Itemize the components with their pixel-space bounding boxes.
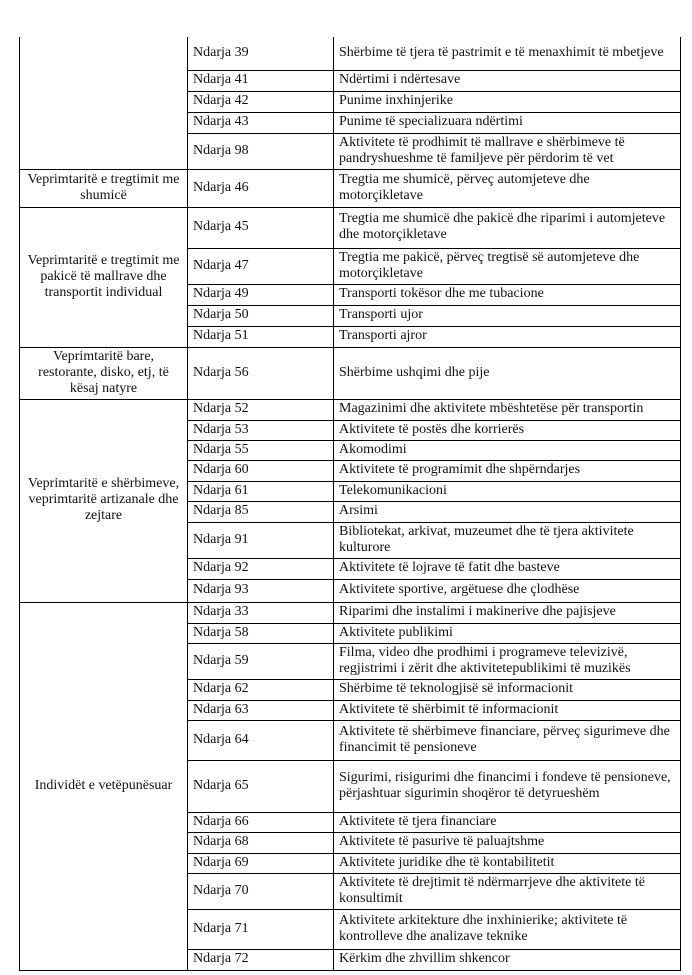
division-cell: Ndarja 92 bbox=[188, 558, 334, 579]
division-cell: Ndarja 41 bbox=[188, 70, 334, 91]
division-cell: Ndarja 39 bbox=[188, 37, 334, 70]
division-cell: Ndarja 52 bbox=[188, 399, 334, 420]
division-cell: Ndarja 85 bbox=[188, 501, 334, 522]
table-row bbox=[20, 37, 681, 70]
description-cell: Transporti ajror bbox=[334, 326, 681, 347]
division-cell: Ndarja 98 bbox=[188, 133, 334, 169]
division-cell: Ndarja 91 bbox=[188, 522, 334, 558]
description-cell: Aktivitete të pasurive të paluajtshme bbox=[334, 832, 681, 853]
description-cell: Riparimi dhe instalimi i makinerive dhe pajisjeve bbox=[334, 602, 681, 623]
division-cell: Ndarja 62 bbox=[188, 679, 334, 700]
division-cell: Ndarja 65 bbox=[188, 760, 334, 812]
table-body bbox=[20, 37, 681, 970]
description-cell: Filma, video dhe prodhimi i programeve televizivë, regjistrimi i zërit dhe aktivitetepublikimi të muzikës bbox=[334, 643, 681, 679]
division-cell: Ndarja 66 bbox=[188, 812, 334, 832]
description-cell: Tregtia me pakicë, përveç tregtisë së automjeteve dhe motorçikletave bbox=[334, 248, 681, 284]
description-cell: Aktivitete të prodhimit të mallrave e shërbimeve të pandryshueshme të familjeve për përdorim të vet bbox=[334, 133, 681, 169]
table-row bbox=[20, 602, 681, 623]
description-cell: Aktivitete të lojrave të fatit dhe basteve bbox=[334, 558, 681, 579]
description-cell: Aktivitete juridike dhe të kontabilitetit bbox=[334, 853, 681, 873]
category-cell bbox=[20, 37, 188, 169]
division-cell: Ndarja 47 bbox=[188, 248, 334, 284]
description-cell: Kërkim dhe zhvillim shkencor bbox=[334, 949, 681, 970]
description-cell: Akomodimi bbox=[334, 440, 681, 460]
division-cell: Ndarja 49 bbox=[188, 284, 334, 305]
description-cell: Transporti tokësor dhe me tubacione bbox=[334, 284, 681, 305]
description-cell: Arsimi bbox=[334, 501, 681, 522]
description-cell: Aktivitete të shërbimeve financiare, përveç sigurimeve dhe financimit të pensioneve bbox=[334, 720, 681, 760]
table-row bbox=[20, 207, 681, 248]
description-cell: Shërbime të teknologjisë së informacionit bbox=[334, 679, 681, 700]
division-cell: Ndarja 61 bbox=[188, 481, 334, 501]
description-cell: Aktivitete arkitekture dhe inxhinierike; aktivitete të kontrolleve dhe analizave teknike bbox=[334, 909, 681, 949]
division-cell: Ndarja 60 bbox=[188, 460, 334, 481]
description-cell: Aktivitete të drejtimit të ndërmarrjeve dhe aktivitete të konsultimit bbox=[334, 873, 681, 909]
description-cell: Aktivitete të programimit dhe shpërndarjes bbox=[334, 460, 681, 481]
activity-classification-table bbox=[19, 37, 681, 971]
category-cell: Veprimtaritë e tregtimit me shumicë bbox=[20, 169, 188, 207]
division-cell: Ndarja 53 bbox=[188, 420, 334, 440]
division-cell: Ndarja 72 bbox=[188, 949, 334, 970]
table-row bbox=[20, 399, 681, 420]
table-row bbox=[20, 347, 681, 399]
division-cell: Ndarja 64 bbox=[188, 720, 334, 760]
division-cell: Ndarja 68 bbox=[188, 832, 334, 853]
division-cell: Ndarja 70 bbox=[188, 873, 334, 909]
description-cell: Aktivitete sportive, argëtuese dhe çlodhëse bbox=[334, 579, 681, 602]
description-cell: Shërbime ushqimi dhe pije bbox=[334, 347, 681, 399]
division-cell: Ndarja 93 bbox=[188, 579, 334, 602]
description-cell: Bibliotekat, arkivat, muzeumet dhe të tjera aktivitete kulturore bbox=[334, 522, 681, 558]
division-cell: Ndarja 56 bbox=[188, 347, 334, 399]
division-cell: Ndarja 58 bbox=[188, 623, 334, 643]
division-cell: Ndarja 59 bbox=[188, 643, 334, 679]
description-cell: Magazinimi dhe aktivitete mbështetëse për transportin bbox=[334, 399, 681, 420]
category-cell: Veprimtaritë e tregtimit me pakicë të mallrave dhe transportit individual bbox=[20, 207, 188, 347]
description-cell: Ndërtimi i ndërtesave bbox=[334, 70, 681, 91]
description-cell: Tregtia me shumicë, përveç automjeteve dhe motorçikletave bbox=[334, 169, 681, 207]
division-cell: Ndarja 50 bbox=[188, 305, 334, 326]
description-cell: Punime inxhinjerike bbox=[334, 91, 681, 112]
division-cell: Ndarja 69 bbox=[188, 853, 334, 873]
table-row bbox=[20, 169, 681, 207]
division-cell: Ndarja 63 bbox=[188, 700, 334, 720]
category-cell: Individët e vetëpunësuar bbox=[20, 602, 188, 970]
division-cell: Ndarja 43 bbox=[188, 112, 334, 133]
description-cell: Punime të specializuara ndërtimi bbox=[334, 112, 681, 133]
description-cell: Aktivitete publikimi bbox=[334, 623, 681, 643]
description-cell: Tregtia me shumicë dhe pakicë dhe riparimi i automjeteve dhe motorçikletave bbox=[334, 207, 681, 248]
category-cell: Veprimtaritë e shërbimeve, veprimtaritë artizanale dhe zejtare bbox=[20, 399, 188, 602]
description-cell: Aktivitete të postës dhe korrierës bbox=[334, 420, 681, 440]
description-cell: Sigurimi, risigurimi dhe financimi i fondeve të pensioneve, përjashtuar sigurimin shoqëror të detyrueshëm bbox=[334, 760, 681, 812]
description-cell: Transporti ujor bbox=[334, 305, 681, 326]
division-cell: Ndarja 42 bbox=[188, 91, 334, 112]
division-cell: Ndarja 55 bbox=[188, 440, 334, 460]
division-cell: Ndarja 33 bbox=[188, 602, 334, 623]
description-cell: Aktivitete të tjera financiare bbox=[334, 812, 681, 832]
description-cell: Aktivitete të shërbimit të informacionit bbox=[334, 700, 681, 720]
division-cell: Ndarja 71 bbox=[188, 909, 334, 949]
division-cell: Ndarja 45 bbox=[188, 207, 334, 248]
category-cell: Veprimtaritë bare, restorante, disko, etj, të kësaj natyre bbox=[20, 347, 188, 399]
division-cell: Ndarja 51 bbox=[188, 326, 334, 347]
division-cell: Ndarja 46 bbox=[188, 169, 334, 207]
description-cell: Telekomunikacioni bbox=[334, 481, 681, 501]
description-cell: Shërbime të tjera të pastrimit e të menaxhimit të mbetjeve bbox=[334, 37, 681, 70]
